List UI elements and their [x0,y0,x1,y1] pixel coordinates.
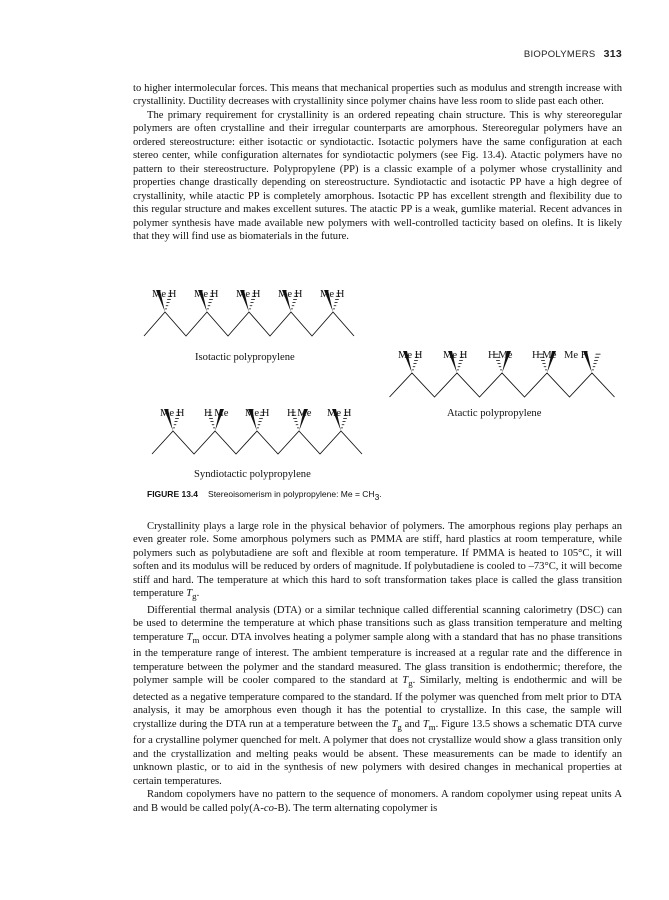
atactic-group-label: Me H [443,350,468,361]
syndiotactic-group-label: Me H [160,408,185,419]
syndiotactic-group-label: Me H [327,408,352,419]
text-run: -B). The term alternating copolymer is [273,802,438,814]
symbol-t: T [391,718,398,730]
isotactic-group-label: Me H [152,289,177,300]
text-run: Random copolymers have no pattern to the sequence of monomers. A random copolymer using repeat units A and B would be called poly(A- [133,789,622,814]
symbol-t: T [186,588,193,600]
isotactic-group-label: Me H [236,289,261,300]
atactic-group-label: Me H [564,350,589,361]
isotactic-group-label: Me H [194,289,219,300]
syndiotactic-name: Syndiotactic polypropylene [194,469,311,480]
text-run: and [401,718,423,730]
text-run: . Figure 13.5 shows a schematic DTA curve for a crystalline polymer quenched for melt. A polymer that does not crystallize would show a glass transition only and the crystallization and melting peaks would be absent. These measurements can be made to identify an unknown plastic, or to aid in the synthesis of new polymers with desired changes in mechanical properties at certain temperatures. [133,718,623,787]
atactic-group-label: Me H [398,350,423,361]
isotactic-backbone [144,312,354,336]
page-number: 313 [603,48,622,60]
caption-text: Stereoisomerism in polypropylene: Me = CH [208,489,375,499]
atactic-group-label: H Me [532,350,557,361]
top-text [133,82,622,243]
symbol-t: T [402,675,409,687]
atactic-group-label: H Me [488,350,513,361]
syndiotactic-backbone [152,431,362,454]
figure-caption [147,489,382,502]
paragraph-4 [133,604,622,788]
syndiotactic-group-label: Me H [245,408,270,419]
atactic-name: Atactic polypropylene [447,408,542,419]
caption-subscript: 3 [374,491,380,502]
isotactic-group-label: Me H [278,289,303,300]
caption-number: FIGURE 13.4 [147,489,199,499]
subscript-g: g [192,591,197,602]
isotactic-name: Isotactic polypropylene [195,352,295,363]
bottom-text [133,520,622,815]
subscript-g: g [397,721,402,732]
isotactic-group-label: Me H [320,289,345,300]
text-run: . Similarly, melting is endothermic and will be detected as a negative temperature compared to the standard. If the polymer was quenched from melt prior to DTA analysis, it may be amorphous even though it has the potential to crystallize. In this case, the sample will crystallize during the DTA run at a temperature between the [133,675,623,730]
text-run: Differential thermal analysis (DTA) or a similar technique called differential scanning calorimetry (DSC) can be used to determine the temperature at which phase transitions such as glass transition temperature and melting temperature [133,604,622,643]
italic-co: co [263,802,274,814]
running-head [470,48,622,60]
text-run: occur. DTA involves heating a polymer sample along with a standard that has no phase transitions in the temperature range of interest. The ambient temperature is increased at a regular rate and the difference in temperature between the polymer and the standard measured. The glass transition is endothermic; therefore, the polymer sample will be cooler compared to the standard at [133,631,623,687]
subscript-g: g [408,678,413,689]
subscript-m: m [192,634,200,645]
atactic-backbone [390,373,615,397]
text-run: Crystallinity plays a large role in the physical behavior of polymers. The amorphous regions play perhaps an even greater role. Some amorphous polymers such as PMMA are stiff, hard plastics at room temperature, while polymers such as polybutadiene are soft and flexible at room temperature. If PMMA is heated to 105°C, it will soften and its modulus will be reduced by orders of magnitude. If polybutadiene is cooled to –73°C, it will become stiff and hard. The temperature at which this hard to soft transformation takes place is called the glass transition temperature [133,521,622,600]
symbol-t: T [186,631,193,643]
paragraph-1: to higher intermolecular forces. This means that mechanical properties such as modulus and strength increase with crystallinity. Ductility decreases with crystallinity since polymer chains have less room to slide past each other. [133,83,622,108]
figure-13-4 [133,276,622,506]
paragraph-5 [133,788,622,815]
syndiotactic-group-label: H Me [287,408,312,419]
syndiotactic-group-label: H Me [204,408,229,419]
paragraph-3 [133,520,622,604]
symbol-t: T [422,718,429,730]
caption-end: . [379,489,382,499]
subscript-m: m [428,721,436,732]
paragraph-2: The primary requirement for crystallinity is an ordered repeating chain structure. This is why stereoregular polymers are often crystalline and their irregular counterparts are amorphous. Stereoregular polymers have an ordered stereostructure: either isotactic or syndiotactic. Isotactic polymers have the same configuration at each stereo center, while configuration alternates for syndiotactic polymers (see Fig. 13.4). Atactic polymers have no pattern to their stereostructure. Polypropylene (PP) is a classic example of a polymer whose crystallinity and properties change drastically depending on stereostructure. Syndiotactic and isotactic PP have a high degree of crystallinity, while atactic PP is completely amorphous. Isotactic PP has excellent strength and flexibility due to this regular structure and makes excellent sutures. The atactic PP is a weak, gumlike material. Recent advances in polymer synthesis have made available new polymers with well-controlled tacticity based on olefins. It is likely that they will find use as biomaterials in the future. [133,109,622,242]
text-run: . [196,588,200,600]
running-head-section: BIOPOLYMERS [523,49,596,60]
